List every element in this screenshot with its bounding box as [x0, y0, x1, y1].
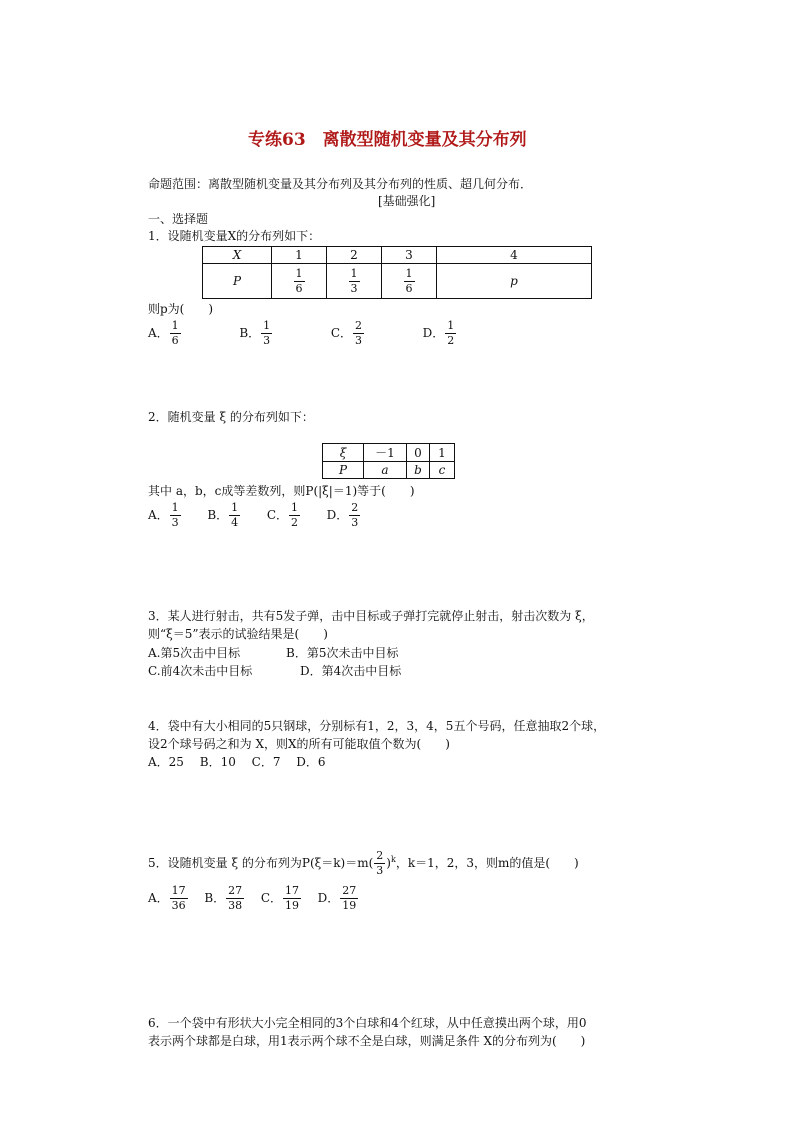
option-d: D． $\frac{27}{19}$	[317, 884, 357, 912]
table-cell: 1	[272, 247, 327, 264]
table-cell: a	[364, 462, 407, 479]
q2-stem: 2．随机变量 ξ 的分布列如下：	[148, 410, 314, 424]
option-d: D． $\frac{1}{2}$	[422, 319, 455, 347]
table-cell: c	[430, 462, 455, 479]
option-c: C． $\frac{17}{19}$	[260, 884, 299, 912]
q1-ask: 则p为( )	[148, 302, 214, 316]
table-cell: X	[203, 247, 272, 264]
q5-stem: 5．设随机变量 ξ 的分布列为P(ξ＝k)＝m( $\frac{2}{3}$ )$^k$，k＝1，2，3，则m的值是( )	[148, 849, 579, 877]
q4-options: A．25 B．10 C．7 D．6	[148, 755, 326, 769]
table-cell: －1	[364, 444, 407, 462]
table-cell: P	[323, 462, 364, 479]
section-heading: 一、选择题	[148, 212, 209, 226]
q5-options	[148, 885, 359, 912]
option-a: A． $\frac{1}{3}$	[148, 501, 179, 529]
table-cell: ξ	[323, 444, 364, 462]
scope-text: 命题范围：离散型随机变量及其分布列及其分布列的性质、超几何分布．	[148, 177, 533, 191]
option-d: D． $\frac{2}{3}$	[326, 501, 359, 529]
fraction: $\frac{2}{3}$	[376, 849, 384, 877]
q3-option-d: D．第4次击中目标	[300, 664, 402, 678]
table-cell: 0	[407, 444, 430, 462]
q3-option-b: B．第5次未击中目标	[286, 646, 399, 660]
option-a: A． $\frac{1}{6}$	[148, 319, 179, 347]
fraction: $\frac{1}{3}$	[350, 266, 358, 295]
fraction: $\frac{1}{6}$	[295, 266, 303, 295]
option-c: C． $\frac{1}{2}$	[266, 501, 298, 529]
table-cell: b	[407, 462, 430, 479]
table-cell: p	[437, 264, 592, 299]
table-cell	[327, 264, 382, 299]
q3-option-c: C.前4次未击中目标	[148, 664, 253, 678]
q1-stem: 1．设随机变量X的分布列如下：	[148, 229, 321, 243]
q3-line1: 3．某人进行射击，共有5发子弹，击中目标或子弹打完就停止射击，射击次数为 ξ，	[148, 609, 594, 623]
q2-distribution-table	[322, 443, 455, 479]
table-cell: 4	[437, 247, 592, 264]
table-cell	[272, 264, 327, 299]
q4-line1: 4．袋中有大小相同的5只钢球，分别标有1，2，3，4，5五个号码，任意抽取2个球，	[148, 719, 606, 733]
q1-options	[148, 320, 457, 347]
q6-line2: 表示两个球都是白球，用1表示两个球不全是白球，则满足条件 X的分布列为( )	[148, 1034, 586, 1048]
page-title: 专练63 离散型随机变量及其分布列	[248, 130, 527, 150]
q6-line1: 6．一个袋中有形状大小完全相同的3个白球和4个红球，从中任意摸出两个球，用0	[148, 1016, 587, 1030]
table-cell: 3	[382, 247, 437, 264]
option-b: B． $\frac{27}{38}$	[204, 884, 243, 912]
option-c: C． $\frac{2}{3}$	[330, 319, 362, 347]
table-cell: P	[203, 264, 272, 299]
q2-options	[148, 502, 361, 529]
fraction: $\frac{1}{6}$	[405, 266, 413, 295]
option-b: B． $\frac{1}{4}$	[207, 501, 239, 529]
q1-distribution-table	[202, 246, 592, 299]
option-b: B． $\frac{1}{3}$	[239, 319, 271, 347]
option-a: A． $\frac{17}{36}$	[148, 884, 186, 912]
table-cell: 2	[327, 247, 382, 264]
q3-option-a: A.第5次击中目标	[148, 646, 241, 660]
table-cell	[382, 264, 437, 299]
q4-line2: 设2个球号码之和为 X，则X的所有可能取值个数为( )	[148, 737, 450, 751]
q2-ask: 其中 a，b，c成等差数列，则P(|ξ|＝1)等于( )	[148, 484, 415, 498]
table-cell: 1	[430, 444, 455, 462]
q3-line2: 则“ξ＝5”表示的试验结果是( )	[148, 627, 328, 641]
section-tag: [基础强化]	[378, 194, 436, 208]
